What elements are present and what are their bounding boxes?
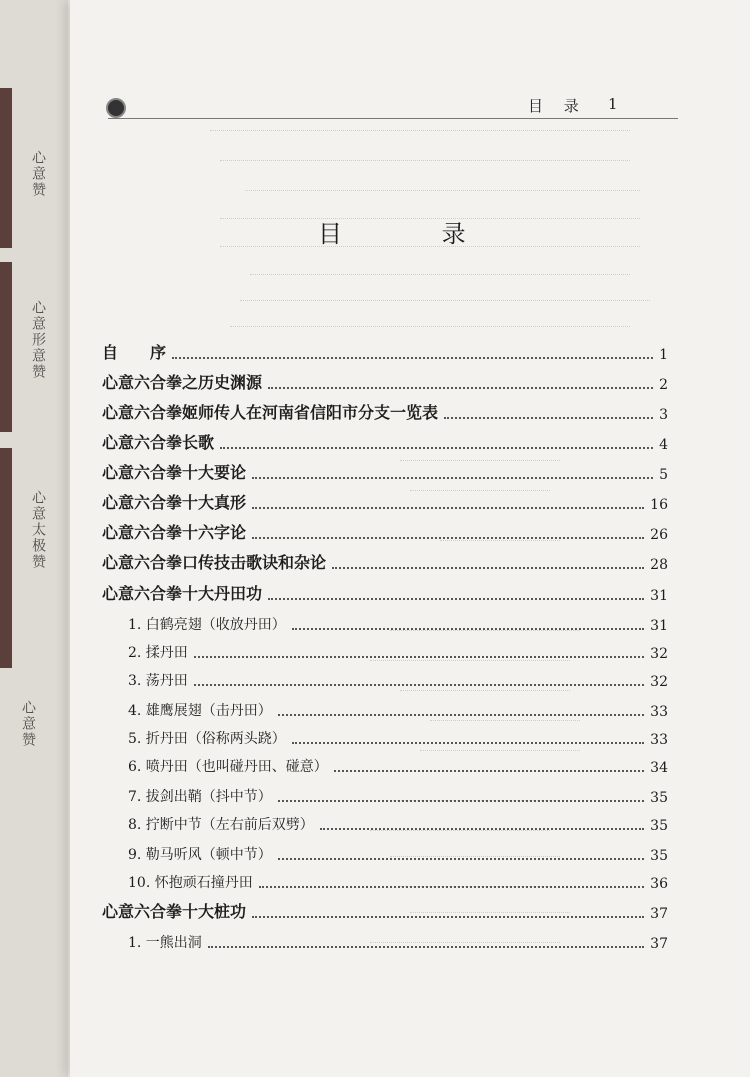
toc-entry-leader <box>259 886 644 888</box>
toc-entry-label: 自 序 <box>102 343 167 362</box>
toc-entry-label: 心意六合拳十六字论 <box>102 523 247 542</box>
toc-entry <box>128 666 668 692</box>
toc-entry-label: 心意六合拳十大桩功 <box>102 902 247 921</box>
side-label: 心意形意赞 <box>30 300 46 380</box>
toc-entry-page: 35 <box>650 818 668 834</box>
toc-entry-page: 2 <box>659 377 668 393</box>
toc-entry-page: 3 <box>659 407 668 423</box>
toc-entry-leader <box>278 800 644 802</box>
toc-entry-leader <box>292 628 644 630</box>
toc-entry-page: 4 <box>659 437 668 453</box>
toc-entry <box>128 752 668 778</box>
side-label: 心意赞 <box>30 150 46 198</box>
toc-entry-leader <box>292 742 644 744</box>
toc-entry <box>128 696 668 722</box>
toc-entry-page: 37 <box>650 936 668 952</box>
toc-entry-page: 31 <box>650 588 668 604</box>
toc-entry-page: 33 <box>650 732 668 748</box>
toc-entry <box>102 429 668 455</box>
toc-entry-leader <box>268 387 653 389</box>
toc-entry-label: 心意六合拳姬师传人在河南省信阳市分支一览表 <box>102 403 439 422</box>
toc-entry-leader <box>220 447 653 449</box>
toc-entry <box>102 489 668 515</box>
toc-entry-page: 16 <box>650 497 668 513</box>
toc-entry-leader <box>252 477 653 479</box>
bleed-through-line <box>245 190 640 192</box>
toc-entry-leader <box>172 357 653 359</box>
toc-entry-label: 1. 一熊出洞 <box>128 935 202 951</box>
toc-entry <box>102 399 668 425</box>
toc-entry-label: 心意六合拳十大要论 <box>102 463 247 482</box>
toc-entry-leader <box>208 946 644 948</box>
cover-edge-band <box>0 448 12 668</box>
bleed-through-line <box>250 274 630 276</box>
toc-entry-leader <box>252 916 644 918</box>
toc-entry-label: 7. 拔剑出鞘（抖中节） <box>128 789 272 805</box>
toc-entry <box>128 724 668 750</box>
toc-entry-label: 6. 喷丹田（也叫碰丹田、碰意） <box>128 759 328 775</box>
toc-entry <box>102 898 668 924</box>
book-page <box>70 0 750 1077</box>
toc-entry-label: 心意六合拳十大真形 <box>102 493 247 512</box>
toc-entry-leader <box>334 770 644 772</box>
toc-entry-label: 9. 勒马听风（顿中节） <box>128 847 272 863</box>
toc-entry <box>128 610 668 636</box>
toc-entry-label: 心意六合拳十大丹田功 <box>102 584 263 603</box>
toc-entry-page: 28 <box>650 557 668 573</box>
logo-icon <box>106 98 126 118</box>
toc-entry-leader <box>278 858 644 860</box>
toc-entry-label: 5. 折丹田（俗称两头跷） <box>128 731 286 747</box>
toc-entry-page: 36 <box>650 876 668 892</box>
toc-entry-leader <box>320 828 644 830</box>
toc-entry-page: 31 <box>650 618 668 634</box>
toc-entry-leader <box>194 656 644 658</box>
toc-entry <box>102 339 668 365</box>
toc-entry-label: 心意六合拳之历史渊源 <box>102 373 263 392</box>
header-rule <box>108 118 678 119</box>
bleed-through-line <box>220 160 630 162</box>
toc-entry <box>102 580 668 606</box>
toc-entry <box>102 459 668 485</box>
toc-entry <box>128 840 668 866</box>
toc-entry-leader <box>332 567 644 569</box>
toc-entry <box>102 519 668 545</box>
toc-entry-page: 5 <box>659 467 668 483</box>
toc-entry <box>102 549 668 575</box>
toc-entry-leader <box>444 417 653 419</box>
toc-entry-page: 32 <box>650 646 668 662</box>
toc-entry-leader <box>252 537 644 539</box>
toc-entry-leader <box>252 507 644 509</box>
toc-entry-page: 26 <box>650 527 668 543</box>
toc-entry-page: 34 <box>650 760 668 776</box>
toc-entry-label: 4. 雄鹰展翅（击丹田） <box>128 703 272 719</box>
bleed-through-line <box>230 326 630 328</box>
toc-title: 目 录 <box>318 220 512 248</box>
toc-entry-label: 10. 怀抱顽石撞丹田 <box>128 875 253 891</box>
toc-entry-leader <box>278 714 644 716</box>
toc-entry <box>128 928 668 954</box>
toc-entry <box>128 868 668 894</box>
toc-entry-leader <box>194 684 644 686</box>
bleed-through-line <box>210 130 630 132</box>
running-header-section: 目 录 <box>528 97 587 115</box>
toc-entry-page: 33 <box>650 704 668 720</box>
toc-entry-page: 35 <box>650 790 668 806</box>
toc-entry-label: 3. 荡丹田 <box>128 673 188 689</box>
toc-entry-page: 1 <box>659 347 668 363</box>
toc-entry-label: 心意六合拳长歌 <box>102 433 215 452</box>
toc-entry-page: 35 <box>650 848 668 864</box>
toc-entry-page: 37 <box>650 906 668 922</box>
toc-entry <box>128 638 668 664</box>
toc-entry-label: 1. 白鹤亮翅（收放丹田） <box>128 617 286 633</box>
side-label: 心意赞 <box>20 700 36 748</box>
toc-entry-label: 2. 揉丹田 <box>128 645 188 661</box>
cover-edge-band <box>0 262 12 432</box>
toc-entry <box>128 810 668 836</box>
toc-entry <box>128 782 668 808</box>
bleed-through-line <box>240 300 650 302</box>
cover-edge-band <box>0 88 12 248</box>
toc-entry-label: 8. 拧断中节（左右前后双劈） <box>128 817 314 833</box>
toc-entry-page: 32 <box>650 674 668 690</box>
side-label: 心意太极赞 <box>30 490 46 570</box>
toc-entry-label: 心意六合拳口传技击歌诀和杂论 <box>102 553 327 572</box>
toc-entry <box>102 369 668 395</box>
running-header-page-number: 1 <box>608 95 618 113</box>
toc-entry-leader <box>268 598 644 600</box>
adjacent-book-pages <box>0 0 68 1077</box>
